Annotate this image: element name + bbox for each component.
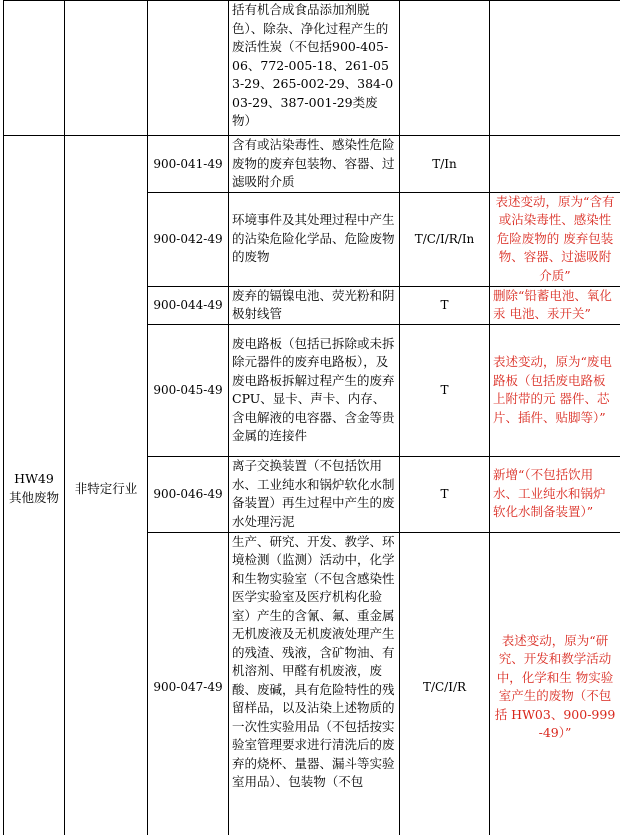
empty-cell [65,1,148,136]
change-note: 表述变动，原为“废电路板（包括废电路板上附带的元 器件、芯片、插件、贴脚等）” [490,324,621,456]
table-row-continued [4,1,621,136]
empty-cell [148,1,229,136]
hazard-characteristic: T [400,286,490,324]
empty-cell [400,1,490,136]
change-note: 表述变动，原为“含有或沾染毒性、感染性危险废物的 废弃包装物、容器、过滤吸附介质” [490,192,621,286]
waste-description: 环境事件及其处理过程中产生的沾染危险化学品、危险废物的废物 [229,192,400,286]
waste-description: 废电路板（包括已拆除或未拆除元器件的废弃电路板），及废电路板拆解过程产生的废弃 CPU、显卡、声卡、内存、含电解液的电容器、含金等贵金属的连接件 [229,324,400,456]
change-note: 表述变动，原为“研究、开发和教学活动中，化学和生 物实验室产生的废物（不包括 HW03、900-999-49）” [490,532,621,835]
hazard-characteristic: T [400,324,490,456]
document-page [3,0,620,835]
waste-description: 离子交换装置（不包括饮用水、工业纯水和锅炉软化水制备装置）再生过程中产生的废水处理污泥 [229,456,400,532]
waste-code: 900-041-49 [148,136,229,193]
waste-description: 含有或沾染毒性、感染性危险废物的废弃包装物、容器、过滤吸附介质 [229,136,400,193]
waste-code: 900-046-49 [148,456,229,532]
hazard-characteristic: T/C/I/R [400,532,490,835]
waste-code: 900-044-49 [148,286,229,324]
hazard-characteristic: T/C/I/R/In [400,192,490,286]
waste-code: 900-045-49 [148,324,229,456]
waste-category-code: HW49 [14,471,54,487]
change-note [490,136,621,193]
hazardous-waste-table [3,0,620,835]
waste-description: 生产、研究、开发、教学、环境检测（监测）活动中，化学和生物实验室（不包含感染性医学实验室及医疗机构化验室）产生的含氰、氟、重金属无机废液及无机废液处理产生的残渣、残液，含矿物油、有机溶剂、甲醛有机废液，废酸、废碱，具有危险特性的残留样品，以及沾染上述物质的一次性实验用品（不包括按实验室管理要求进行清洗后的废弃的烧杯、量器、漏斗等实验室用品）、包装物（不包 [229,532,400,835]
empty-cell [4,1,65,136]
waste-code: 900-042-49 [148,192,229,286]
change-note: 删除“铅蓄电池、氧化汞 电池、汞开关” [490,286,621,324]
waste-description: 废弃的镉镍电池、荧光粉和阴极射线管 [229,286,400,324]
hazard-characteristic: T/In [400,136,490,193]
waste-category-cell [4,136,65,835]
waste-category-name: 其他废物 [8,489,59,505]
industry-source: 非特定行业 [65,136,148,835]
waste-description: 括有机合成食品添加剂脱色）、除杂、净化过程产生的废活性炭（不包括900-405-06、772-005-18、261-053-29、265-002-29、384-003-29、387-001-29类废物） [229,1,400,136]
waste-code: 900-047-49 [148,532,229,835]
hazard-characteristic: T [400,456,490,532]
empty-cell [490,1,621,136]
change-note: 新增“（不包括饮用水、工业纯水和锅炉软化水制备装置）” [490,456,621,532]
table-row [4,136,621,193]
